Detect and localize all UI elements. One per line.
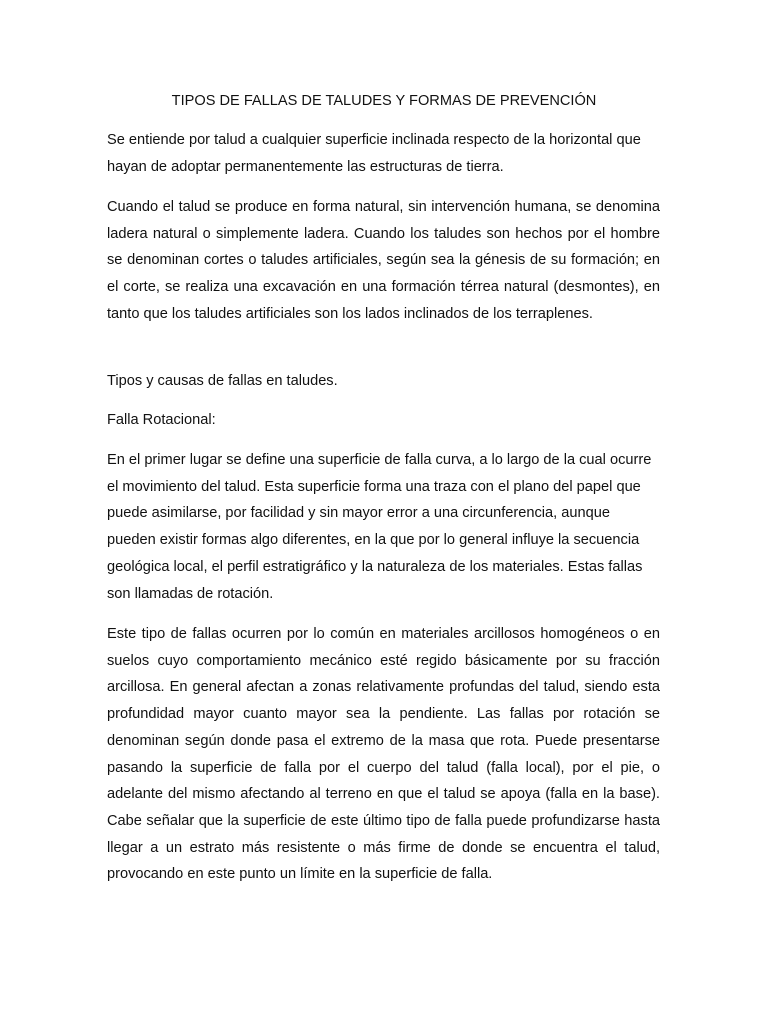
paragraph-failure-surface: En el primer lugar se define una superficie de falla curva, a lo largo de la cual ocurre el movimiento del talud. Esta superficie forma una traza con el plano del papel que puede asimilarse, por facilidad y sin mayor error a una circunferencia, aunque pueden existir formas algo diferentes, en la que por lo general influye la secuencia geológica local, el perfil estratigráfico y la naturaleza de los materiales. Estas fallas son llamadas de rotación. [107, 452, 652, 602]
paragraph-types-causes: Tipos y causas de fallas en taludes. [107, 373, 338, 389]
document-title: TIPOS DE FALLAS DE TALUDES Y FORMAS DE PREVENCIÓN [171, 93, 597, 109]
paragraph-talud-definition: Se entiende por talud a cualquier superficie inclinada respecto de la horizontal que hayan de adoptar permanentemente las estructuras de tierra. [107, 132, 641, 175]
paragraph-clay-materials: Este tipo de fallas ocurren por lo común en materiales arcillosos homogéneos o en suelos cuyo comportamiento mecánico esté regido básicamente por su fracción arcillosa. En general afectan a zonas relativamente profundas del talud, siendo esta profundidad mayor cuanto mayor sea la pendiente. Las fallas por rotación se denominan según donde pasa el extremo de la masa que rota. Puede presentarse pasando la superficie de falla por el cuerpo del talud (falla local), por el pie, o adelante del mismo afectando al terreno en que el talud se apoya (falla en la base). Cabe señalar que la superficie de este último tipo de falla puede profundizarse hasta llegar a un estrato más resistente o más firme de donde se encuentra el talud, provocando en este punto un límite en la superficie de falla. [107, 626, 660, 883]
paragraph-natural-artificial: Cuando el talud se produce en forma natural, sin intervención humana, se denomina ladera natural o simplemente ladera. Cuando los taludes son hechos por el hombre se denominan cortes o taludes artificiales, según sea la génesis de su formación; en el corte, se realiza una excavación en una formación térrea natural (desmontes), en tanto que los taludes artificiales son los lados inclinados de los terraplenes. [107, 199, 660, 322]
paragraph-rotational-heading: Falla Rotacional: [107, 412, 216, 428]
